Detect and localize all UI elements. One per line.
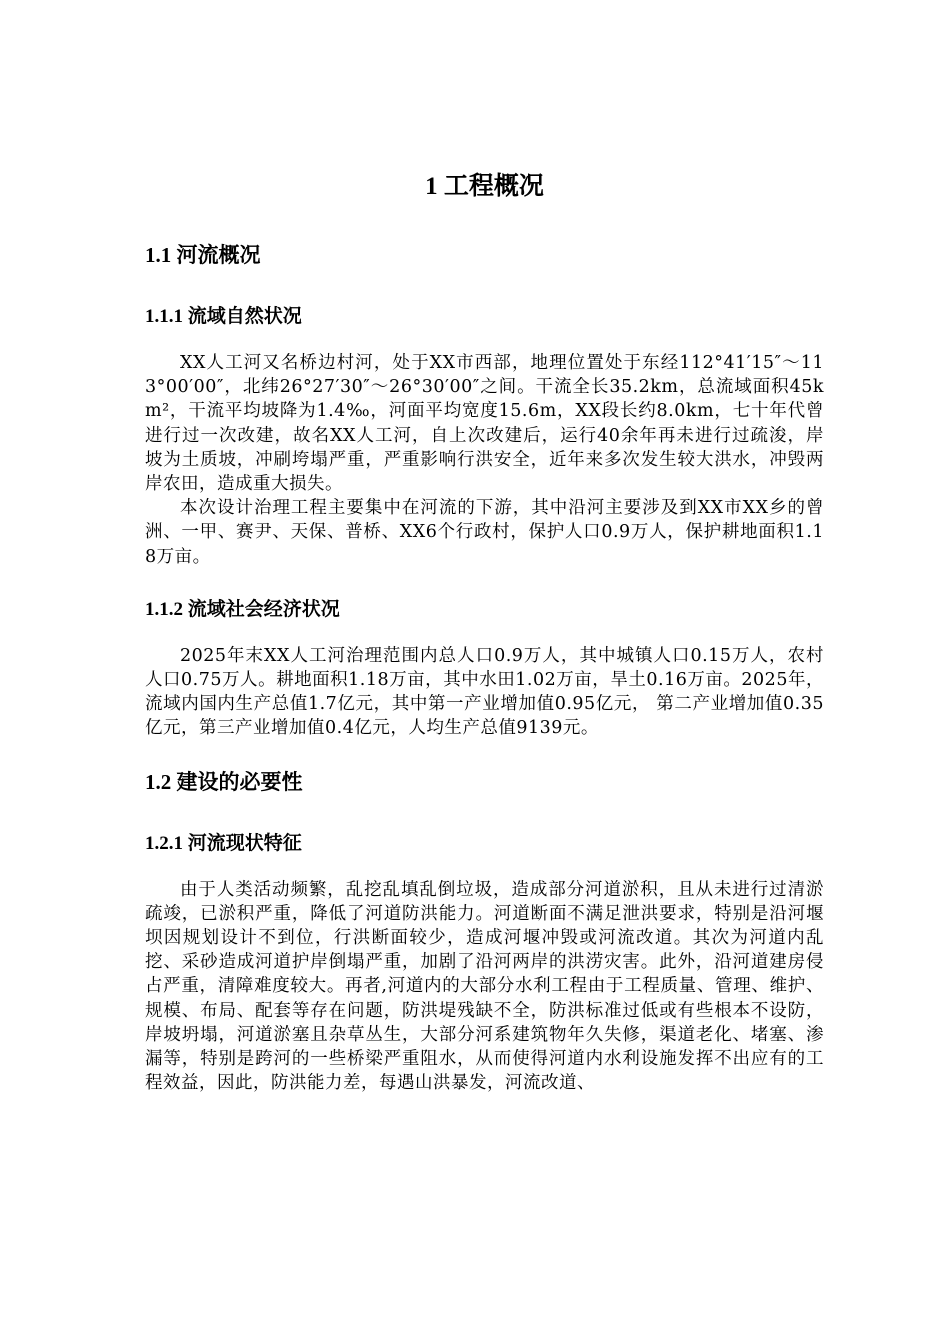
chapter-title: 1 工程概况 — [425, 173, 544, 200]
paragraph: 本次设计治理工程主要集中在河流的下游，其中沿河主要涉及到XX市XX乡的曾洲、一甲、赛尹、天保、普桥、XX6个行政村，保护人口0.9万人，保护耕地面积1.18万亩。 — [145, 498, 824, 567]
paragraph: XX人工河又名桥边村河，处于XX市西部，地理位置处于东经112°41′15″～113°00′00″，北纬26°27′30″～26°30′00″之间。干流全长35.2km，总流域面积45km²，干流平均坡降为1.4‰，河面平均宽度15.6m，XX段长约8.0km，七十年代曾进行过一次改建，故名XX人工河，自上次改建后，运行40余年再未进行过疏浚，岸坡为土质坡，冲刷垮塌严重，严重影响行洪安全，近年来多次发生较大洪水，冲毁两岸农田，造成重大损失。 — [145, 353, 824, 495]
subsection-heading-1-1-1: 1.1.1 流域自然状况 — [145, 306, 302, 327]
paragraph: 由于人类活动频繁，乱挖乱填乱倒垃圾，造成部分河道淤积，且从未进行过清淤疏竣，已淤积严重，降低了河道防洪能力。河道断面不满足泄洪要求，特别是沿河堰坝因规划设计不到位，行洪断面较少，造成河堰冲毁或河流改道。其次为河道内乱挖、采砂造成河道护岸倒塌严重，加剧了沿河两岸的洪涝灾害。此外，沿河道建房侵占严重，清障难度较大。再者,河道内的大部分水利工程由于工程质量、管理、维护、规模、布局、配套等存在问题，防洪堤残缺不全，防洪标准过低或有些根本不设防，岸坡坍塌，河道淤塞且杂草丛生，大部分河系建筑物年久失修，渠道老化、堵塞、渗漏等，特别是跨河的一些桥梁严重阻水，从而使得河道内水利设施发挥不出应有的工程效益，因此，防洪能力差，每遇山洪暴发，河流改道、 — [145, 879, 824, 1094]
subsection-heading-1-1-2: 1.1.2 流域社会经济状况 — [145, 598, 340, 620]
subsection-heading-1-2-1: 1.2.1 河流现状特征 — [145, 832, 302, 854]
section-heading-1-1: 1.1 河流概况 — [145, 243, 261, 267]
paragraph: 2025年末XX人工河治理范围内总人口0.9万人，其中城镇人口0.15万人，农村人口0.75万人。耕地面积1.18万亩，其中水田1.02万亩，旱土0.16万亩。2025年，流域内国内生产总值1.7亿元，其中第一产业增加值0.95亿元， 第二产业增加值0.35亿元，第三产业增加值0.4亿元，人均生产总值9139元。 — [145, 645, 824, 739]
section-heading-1-2: 1.2 建设的必要性 — [145, 769, 303, 794]
